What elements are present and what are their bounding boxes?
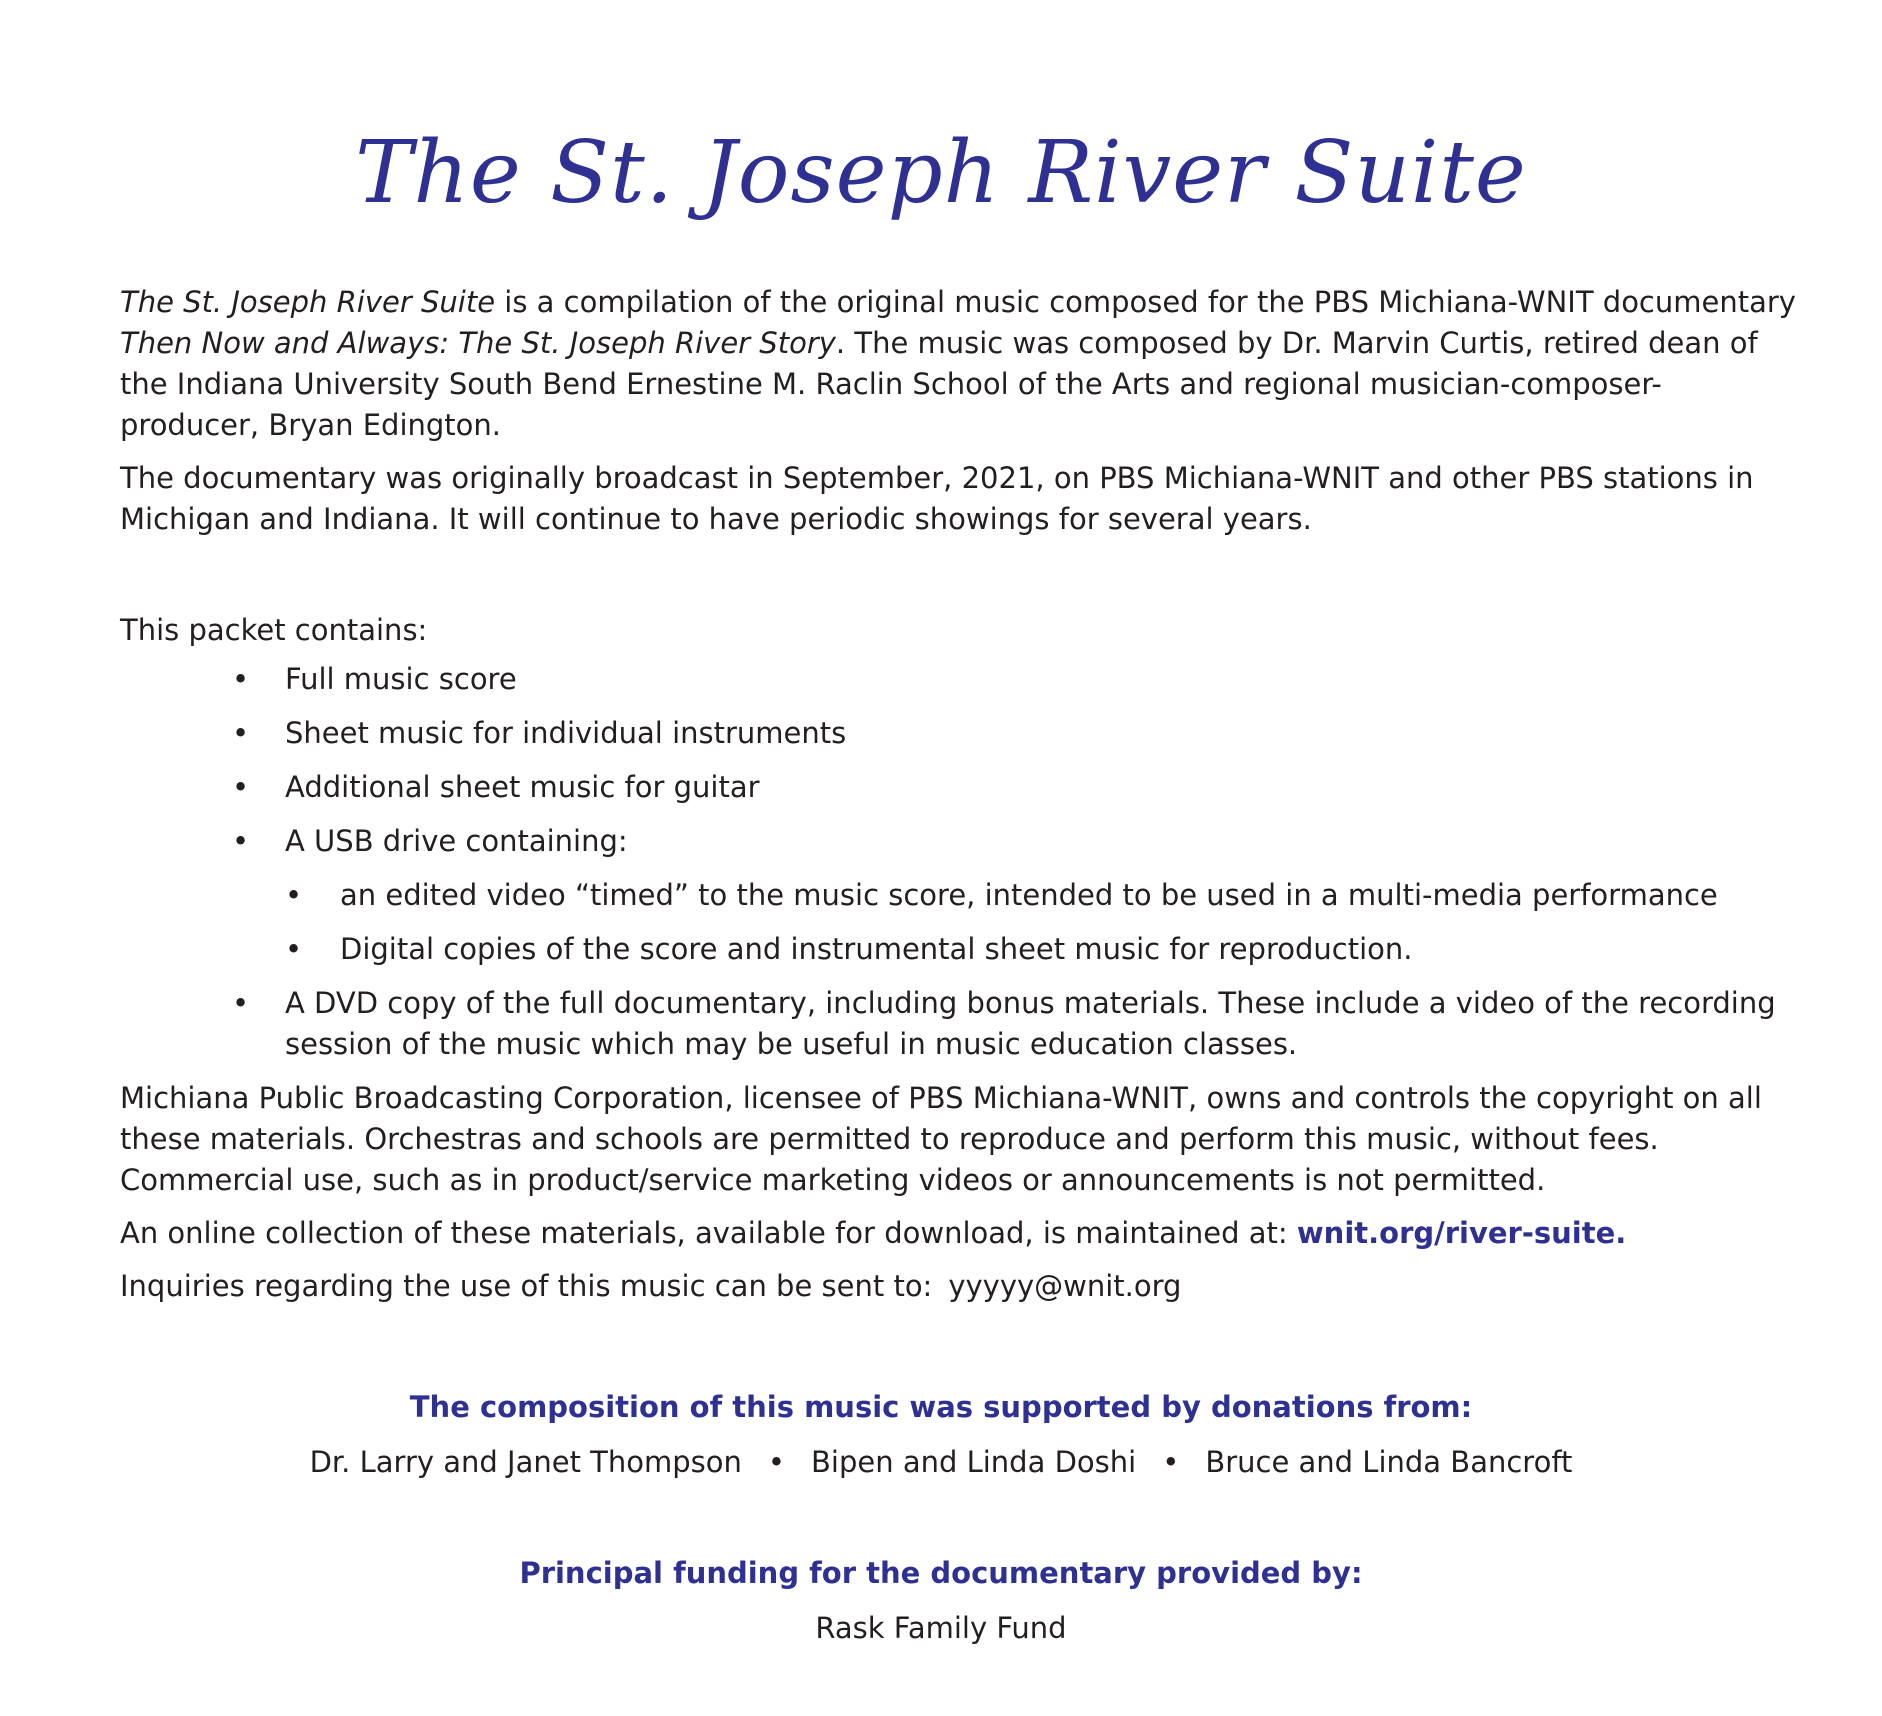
list-item-text: A USB drive containing: bbox=[285, 824, 628, 858]
intro-text-1: is a compilation of the original music composed for the PBS Michiana-WNIT documentary bbox=[495, 285, 1796, 319]
funding-credits bbox=[0, 1553, 1882, 1649]
list-item bbox=[120, 767, 1800, 808]
bullet: • bbox=[232, 770, 250, 804]
page-title: The St. Joseph River Suite bbox=[355, 123, 1527, 223]
bullet: • bbox=[232, 824, 250, 858]
donor-separator: • bbox=[767, 1445, 786, 1479]
sub-list-item bbox=[285, 929, 1800, 970]
funder-name: Rask Family Fund bbox=[815, 1611, 1067, 1645]
donor-list bbox=[0, 1442, 1882, 1483]
online-text: An online collection of these materials, available for download, is maintained at: bbox=[120, 1216, 1297, 1250]
copyright-paragraph: Michiana Public Broadcasting Corporation, licensee of PBS Michiana-WNIT, owns and controls the copyright on all these materials. Orchestras and schools are permitted to reproduce and perform this music, without fees. Commercial use, such as in product/service marketing videos or announcements is not permitted. bbox=[120, 1081, 1762, 1197]
packet-label: This packet contains: bbox=[120, 613, 428, 647]
list-item bbox=[120, 821, 1800, 970]
list-item bbox=[120, 659, 1800, 700]
inquiries-text: Inquiries regarding the use of this music can be sent to: bbox=[120, 1269, 933, 1303]
donor-name: Bipen and Linda Doshi bbox=[811, 1445, 1137, 1479]
list-item-text: Full music score bbox=[285, 662, 517, 696]
suite-name: The St. Joseph River Suite bbox=[120, 285, 496, 319]
packet-list bbox=[120, 659, 1800, 1065]
bullet: • bbox=[232, 662, 250, 696]
list-item-text: A DVD copy of the full documentary, including bonus materials. These include a video of the recording session of the music which may be useful in music education classes. bbox=[285, 986, 1776, 1061]
bullet: • bbox=[232, 716, 250, 750]
list-item bbox=[120, 983, 1800, 1065]
bullet: • bbox=[285, 932, 303, 966]
intro-paragraph bbox=[120, 282, 1800, 446]
contact-email[interactable]: yyyyy@wnit.org bbox=[948, 1269, 1182, 1303]
sub-list-item-text: an edited video “timed” to the music score, intended to be used in a multi-media performance bbox=[340, 878, 1718, 912]
download-link[interactable]: wnit.org/river-suite. bbox=[1296, 1216, 1627, 1250]
sub-list-item bbox=[285, 875, 1800, 916]
bullet: • bbox=[285, 878, 303, 912]
composition-heading: The composition of this music was supported by donations from: bbox=[409, 1390, 1473, 1424]
donor-name: Dr. Larry and Janet Thompson bbox=[309, 1445, 742, 1479]
documentary-name: Then Now and Always: The St. Joseph River Story bbox=[120, 326, 836, 360]
list-item bbox=[120, 713, 1800, 754]
composition-credits bbox=[0, 1387, 1882, 1483]
usb-contents-list bbox=[285, 875, 1800, 970]
donor-separator: • bbox=[1162, 1445, 1180, 1479]
main-content bbox=[120, 282, 1800, 1319]
funding-heading: Principal funding for the documentary provided by: bbox=[519, 1556, 1363, 1590]
inquiries-paragraph bbox=[120, 1266, 1800, 1307]
list-item-text: Sheet music for individual instruments bbox=[285, 716, 847, 750]
donor-name: Bruce and Linda Bancroft bbox=[1205, 1445, 1573, 1479]
list-item-text: Additional sheet music for guitar bbox=[285, 770, 760, 804]
intro-text-2: . The music was composed by Dr. Marvin Curtis, retired dean of the Indiana University South Bend Ernestine M. Raclin School of the Arts and regional musician-composer-producer, Bryan Edington. bbox=[120, 326, 1758, 442]
sub-list-item-text: Digital copies of the score and instrumental sheet music for reproduction. bbox=[340, 932, 1413, 966]
bullet: • bbox=[232, 986, 250, 1020]
broadcast-paragraph: The documentary was originally broadcast in September, 2021, on PBS Michiana-WNIT and other PBS stations in Michigan and Indiana. It will continue to have periodic showings for several years. bbox=[120, 461, 1754, 536]
online-paragraph bbox=[120, 1213, 1800, 1254]
